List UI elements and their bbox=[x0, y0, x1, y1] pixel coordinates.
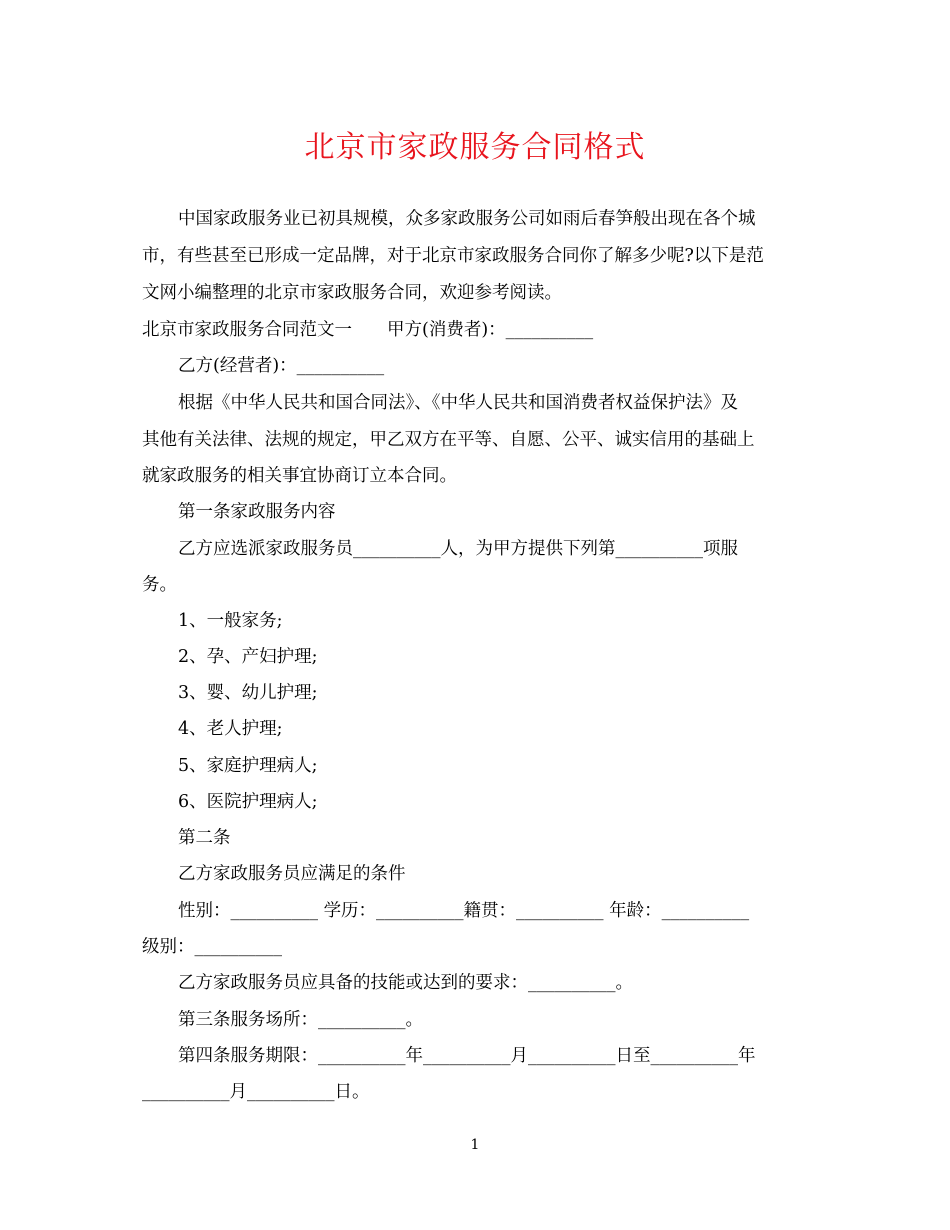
page-number: 1 bbox=[470, 1137, 480, 1153]
conditions-line-1: 性别：__________ 学历：__________籍贯：__________ 年龄：__________ bbox=[178, 901, 750, 921]
party-b-line: 乙方(经营者)：__________ bbox=[178, 356, 385, 376]
article-1-heading: 第一条家政服务内容 bbox=[178, 502, 336, 522]
article-4-line-2: __________月__________日。 bbox=[142, 1082, 370, 1102]
intro-line-2: 市，有些甚至已形成一定品牌，对于北京市家政服务合同你了解多少呢?以下是范 bbox=[142, 246, 764, 266]
list-item: 3、婴、幼儿护理; bbox=[178, 683, 318, 703]
article-4-line-1: 第四条服务期限：__________年__________月__________日至__________年 bbox=[178, 1046, 756, 1066]
article-1-text-2: 务。 bbox=[142, 575, 177, 595]
basis-line-1: 根据《中华人民共和国合同法》、《中华人民共和国消费者权益保护法》及 bbox=[178, 393, 738, 413]
intro-line-1: 中国家政服务业已初具规模，众多家政服务公司如雨后春笋般出现在各个城 bbox=[178, 209, 756, 229]
basis-line-2: 其他有关法律、法规的规定，甲乙双方在平等、自愿、公平、诚实信用的基础上 bbox=[142, 430, 755, 450]
intro-line-3: 文网小编整理的北京市家政服务合同，欢迎参考阅读。 bbox=[142, 283, 562, 303]
list-item: 2、孕、产妇护理; bbox=[178, 647, 318, 667]
article-1-text-1: 乙方应选派家政服务员__________人，为甲方提供下列第__________项服 bbox=[178, 539, 738, 559]
list-item: 4、老人护理; bbox=[178, 719, 283, 739]
skills-line: 乙方家政服务员应具备的技能或达到的要求：__________。 bbox=[178, 973, 633, 993]
article-2-subheading: 乙方家政服务员应满足的条件 bbox=[178, 864, 406, 884]
article-3-line: 第三条服务场所：__________。 bbox=[178, 1010, 423, 1030]
basis-line-3: 就家政服务的相关事宜协商订立本合同。 bbox=[142, 466, 457, 486]
article-2-heading: 第二条 bbox=[178, 828, 231, 848]
conditions-line-2: 级别：__________ bbox=[142, 937, 282, 957]
document-title: 北京市家政服务合同格式 bbox=[304, 130, 646, 165]
list-item: 5、家庭护理病人; bbox=[178, 756, 318, 776]
list-item: 1、一般家务; bbox=[178, 611, 283, 631]
list-item: 6、医院护理病人; bbox=[178, 792, 318, 812]
party-a-line: 北京市家政服务合同范文一 甲方(消费者)：__________ bbox=[142, 320, 594, 340]
